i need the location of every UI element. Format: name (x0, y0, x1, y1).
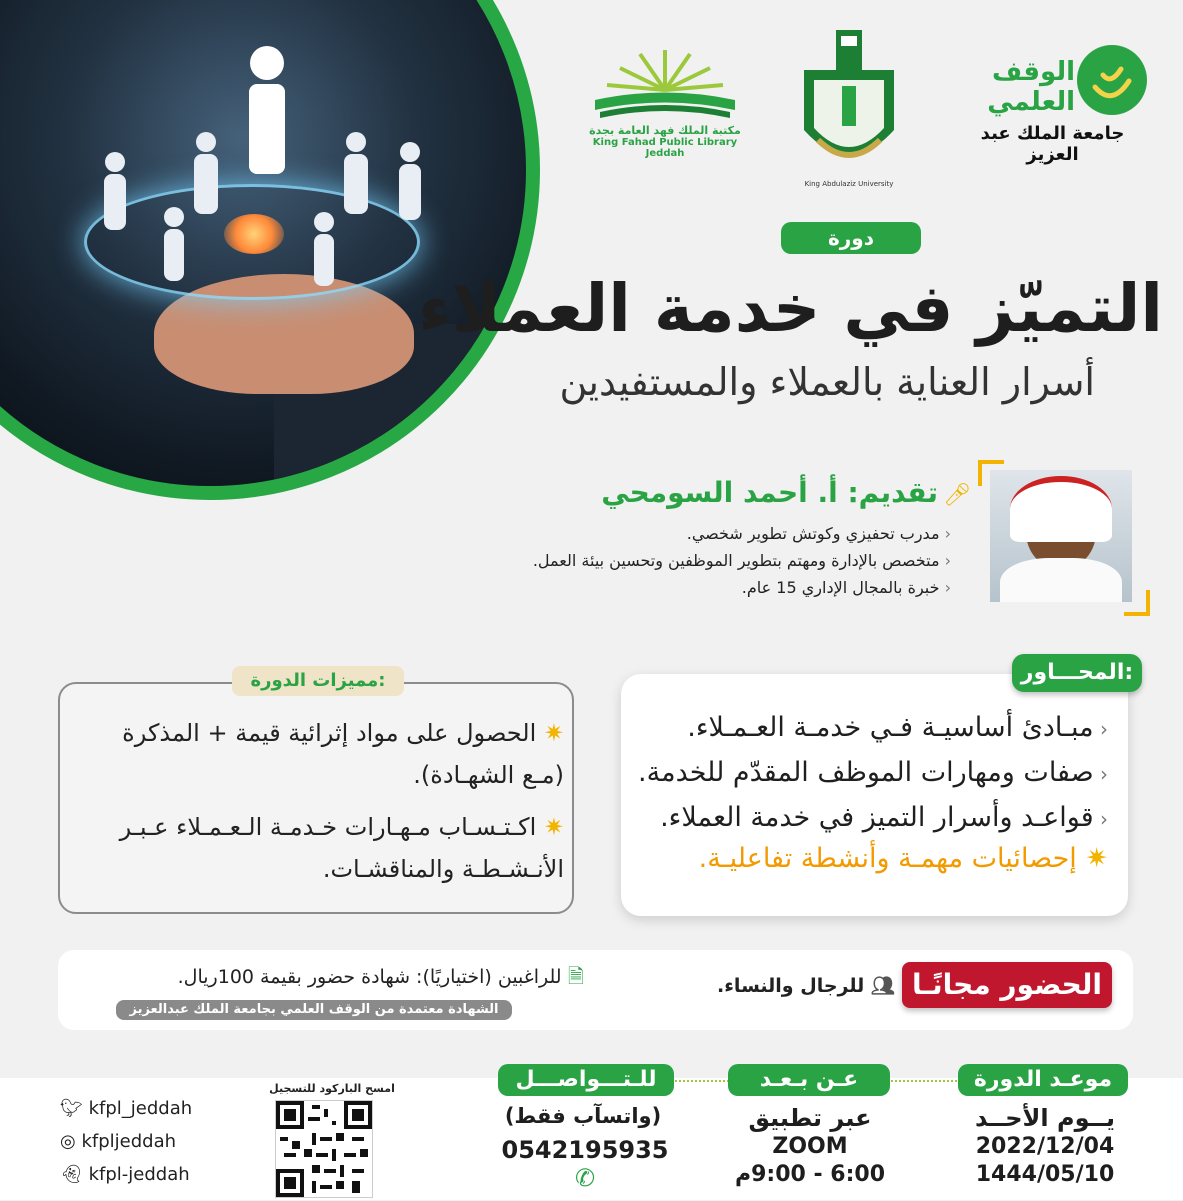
axes-item: ‹ قواعـد وأسرار التميز في خدمة العملاء. (660, 802, 1108, 833)
library-emblem-icon (585, 40, 745, 120)
microphone-icon: 🎤︎ (943, 483, 971, 508)
axes-item: ‹ صفات ومهارات الموظف المقدّم للخدمة. (638, 757, 1108, 788)
glow-center (224, 214, 284, 254)
audience-text: للرجال والنساء. (717, 975, 865, 997)
waqf-university-name: جامعة الملك عبد العزيز (980, 123, 1125, 165)
waqf-emblem-icon (1077, 45, 1147, 115)
axes-item: ‹ مبـادئ أساسيـة فـي خدمـة العـمـلاء. (687, 712, 1108, 743)
waqf-logo (955, 45, 1150, 165)
remote-label: عـن بـعـد (728, 1064, 890, 1096)
library-name-ar: مكتبة الملك فهد العامة بجدة (589, 124, 741, 137)
presenter-photo (990, 470, 1132, 602)
session-time: 6:00 - 9:00م (734, 1162, 886, 1187)
social-list (60, 1098, 260, 1185)
bio-item: ‹ مدرب تحفيزي وكوتش تطوير شخصي. (686, 524, 951, 543)
social-item[interactable]: 👻︎ kfpl-jeddah (60, 1164, 190, 1185)
contact-label: للـتـــواصـــل (498, 1064, 674, 1096)
course-title: التميّز في خدمة العملاء (418, 270, 1163, 347)
bio-item: ‹ خبرة بالمجال الإداري 15 عام. (741, 578, 951, 597)
bio-item: ‹ متخصص بالإدارة ومهتم بتطوير الموظفين وتحسين بيئة العمل. (532, 551, 951, 570)
date-day: يــوم الأحــد (974, 1104, 1116, 1132)
qr-caption: امسح الباركود للتسجيل (269, 1082, 395, 1095)
people-icon: 👥︎ (864, 975, 895, 997)
waqf-name: الوقف العلمي (987, 57, 1075, 117)
features-label: مميزات الدورة: (232, 666, 404, 696)
date-hijri: 1444/05/10 (975, 1162, 1115, 1187)
date-label: موعـد الدورة (958, 1064, 1128, 1096)
certificate-icon: 🗎︎ (561, 964, 584, 988)
sparkle-icon: ✷ (536, 719, 564, 747)
person-icon (314, 234, 334, 286)
certificate-note: الشهادة معتمدة من الوقف العلمي بجامعة الملك عبدالعزيز (116, 1000, 512, 1020)
features-list (74, 712, 564, 890)
feature-item: ✷ الحصول على مواد إثرائية قيمة + المذكرة (مـع الشهـادة). (122, 719, 564, 789)
axes-label: المحـــاور: (1012, 654, 1142, 692)
axes-list (618, 712, 1108, 874)
library-logo (585, 40, 745, 160)
social-item[interactable]: ◎ kfpljeddah (60, 1131, 177, 1152)
instagram-icon: ◎ (60, 1131, 76, 1152)
audience-row (700, 974, 895, 997)
phone-row[interactable] (490, 1136, 680, 1192)
university-crest-icon (798, 30, 900, 190)
presenter-heading: تقديم: أ. أحمد السومحي (601, 476, 938, 509)
free-attendance-badge: الحضور مجانًـا (902, 962, 1112, 1008)
social-item[interactable]: 🐦︎ kfpl_jeddah (60, 1098, 193, 1119)
snapchat-icon: 👻︎ (60, 1164, 83, 1185)
whatsapp-note: (واتسآب فقط) (504, 1104, 662, 1128)
platform-text: عبر تطبيق (748, 1104, 872, 1132)
person-icon (344, 154, 368, 214)
person-icon (104, 174, 126, 230)
university-name-en: King Abdulaziz University (804, 180, 894, 188)
person-icon (399, 164, 421, 220)
course-tag: دورة (781, 222, 921, 254)
app-name: ZOOM (772, 1134, 848, 1159)
certificate-text: للراغبين (اختياريًا): شهادة حضور بقيمة 100ريال. (177, 966, 562, 988)
hero-image (0, 0, 540, 500)
person-icon (249, 84, 285, 174)
person-icon (194, 154, 218, 214)
sparkle-icon: ✷ (1076, 843, 1108, 874)
person-icon (164, 229, 184, 281)
twitter-icon: 🐦︎ (60, 1098, 83, 1119)
registration-qr-code[interactable] (275, 1100, 373, 1198)
axes-highlight: ✷ إحصائيات مهمـة وأنشطة تفاعليـة. (698, 843, 1108, 874)
sparkle-icon: ✷ (536, 813, 564, 841)
phone-number[interactable]: 0542195935 (501, 1136, 669, 1164)
presenter-heading-row (471, 476, 971, 509)
certificate-row (64, 962, 584, 996)
feature-item: ✷ اكـتـسـاب مـهـارات خـدمـة الـعـمـلاء عـبـر الأنـشـطـة والمناقشـات. (119, 813, 564, 883)
presenter-bio (331, 524, 951, 597)
course-subtitle: أسرار العناية بالعملاء والمستفيدين (559, 360, 1095, 404)
library-name-en: King Fahad Public Library Jeddah (592, 137, 738, 159)
whatsapp-icon: ✆ (574, 1164, 596, 1192)
date-gregorian: 2022/12/04 (975, 1134, 1115, 1159)
university-logo (798, 30, 900, 190)
